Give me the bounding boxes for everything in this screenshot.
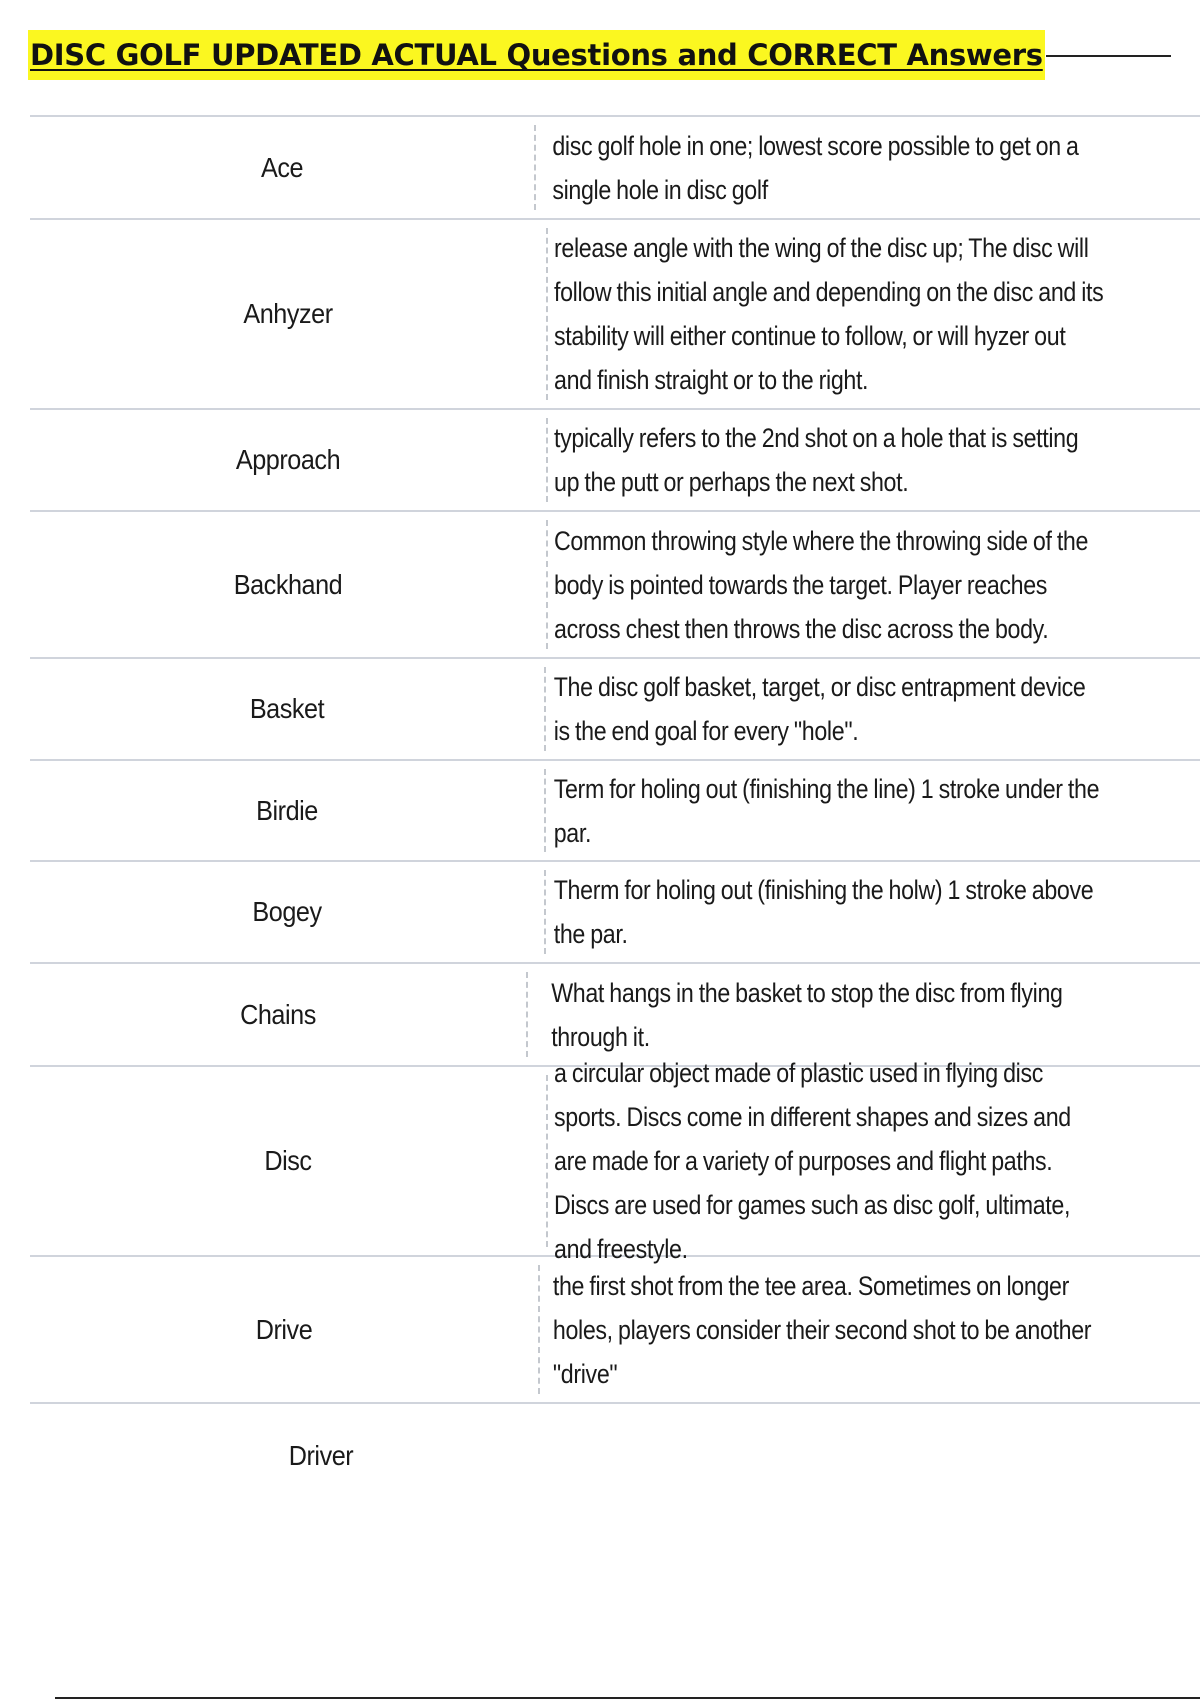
definition-cell — [546, 512, 1200, 657]
term-cell: Backhand — [233, 568, 343, 600]
definition-cell — [546, 1058, 1200, 1264]
definition-cell — [526, 964, 1200, 1065]
definition-cell — [534, 117, 1200, 218]
footer-rule — [55, 1697, 1200, 1699]
table-row — [30, 512, 1200, 659]
definition-cell — [538, 1257, 1200, 1402]
table-row — [30, 1058, 1200, 1264]
definition-text: Term for holing out (finishing the line) 1 stroke under the par. — [553, 773, 1100, 848]
definition-cell — [544, 659, 1200, 759]
glossary-table — [30, 115, 1200, 1404]
term-cell: Approach — [235, 444, 341, 475]
term-cell: Drive — [255, 1313, 313, 1345]
term-cell: Disc — [264, 1145, 312, 1176]
definition-cell — [544, 761, 1200, 860]
term-driver: Driver — [288, 1440, 354, 1471]
page-title: DISC GOLF UPDATED ACTUAL Questions and CORRECT Answers — [28, 30, 1045, 80]
title-area — [28, 30, 1143, 80]
definition-text: The disc golf basket, target, or disc entrapment device is the end goal for every "hole". — [553, 672, 1086, 746]
table-row — [30, 862, 1200, 964]
term-cell: Bogey — [252, 896, 322, 927]
table-row — [30, 117, 1200, 220]
table-row — [30, 761, 1200, 862]
table-row — [30, 659, 1200, 761]
term-cell: Anhyzer — [243, 298, 333, 329]
table-row — [30, 410, 1200, 512]
definition-text: a circular object made of plastic used in flying disc sports. Discs come in different shapes and sizes and are made for a variety of purposes and flight paths. Discs are used for games such as disc golf, ultimate, and freestyle. — [554, 1058, 1071, 1264]
definition-text: disc golf hole in one; lowest score possible to get on a single hole in disc golf — [552, 130, 1079, 205]
definition-text: Common throwing style where the throwing side of the body is pointed towards the target. Player reaches across chest then throws the disc across the body. — [554, 525, 1089, 644]
table-row — [30, 1257, 1200, 1404]
definition-cell — [546, 410, 1200, 510]
term-cell: Chains — [240, 998, 316, 1030]
term-cell: Birdie — [256, 794, 318, 826]
definition-text: Therm for holing out (finishing the holw) 1 stroke above the par. — [553, 875, 1094, 949]
definition-text: the first shot from the tee area. Sometimes on longer holes, players consider their second shot to be another "drive" — [552, 1270, 1092, 1389]
definition-text: typically refers to the 2nd shot on a hole that is setting up the putt or perhaps the next shot. — [554, 423, 1079, 497]
term-cell: Basket — [249, 693, 325, 724]
term-cell: Ace — [260, 151, 304, 183]
definition-cell — [546, 220, 1200, 408]
definition-cell — [544, 862, 1200, 962]
title-rule — [1046, 55, 1171, 57]
definition-text: release angle with the wing of the disc up; The disc will follow this initial angle and depending on the disc and its stability will either continue to follow, or will hyzer out and finish straight or to the right. — [554, 233, 1104, 395]
definition-text: What hangs in the basket to stop the disc from flying through it. — [551, 977, 1063, 1052]
table-row — [30, 220, 1200, 410]
